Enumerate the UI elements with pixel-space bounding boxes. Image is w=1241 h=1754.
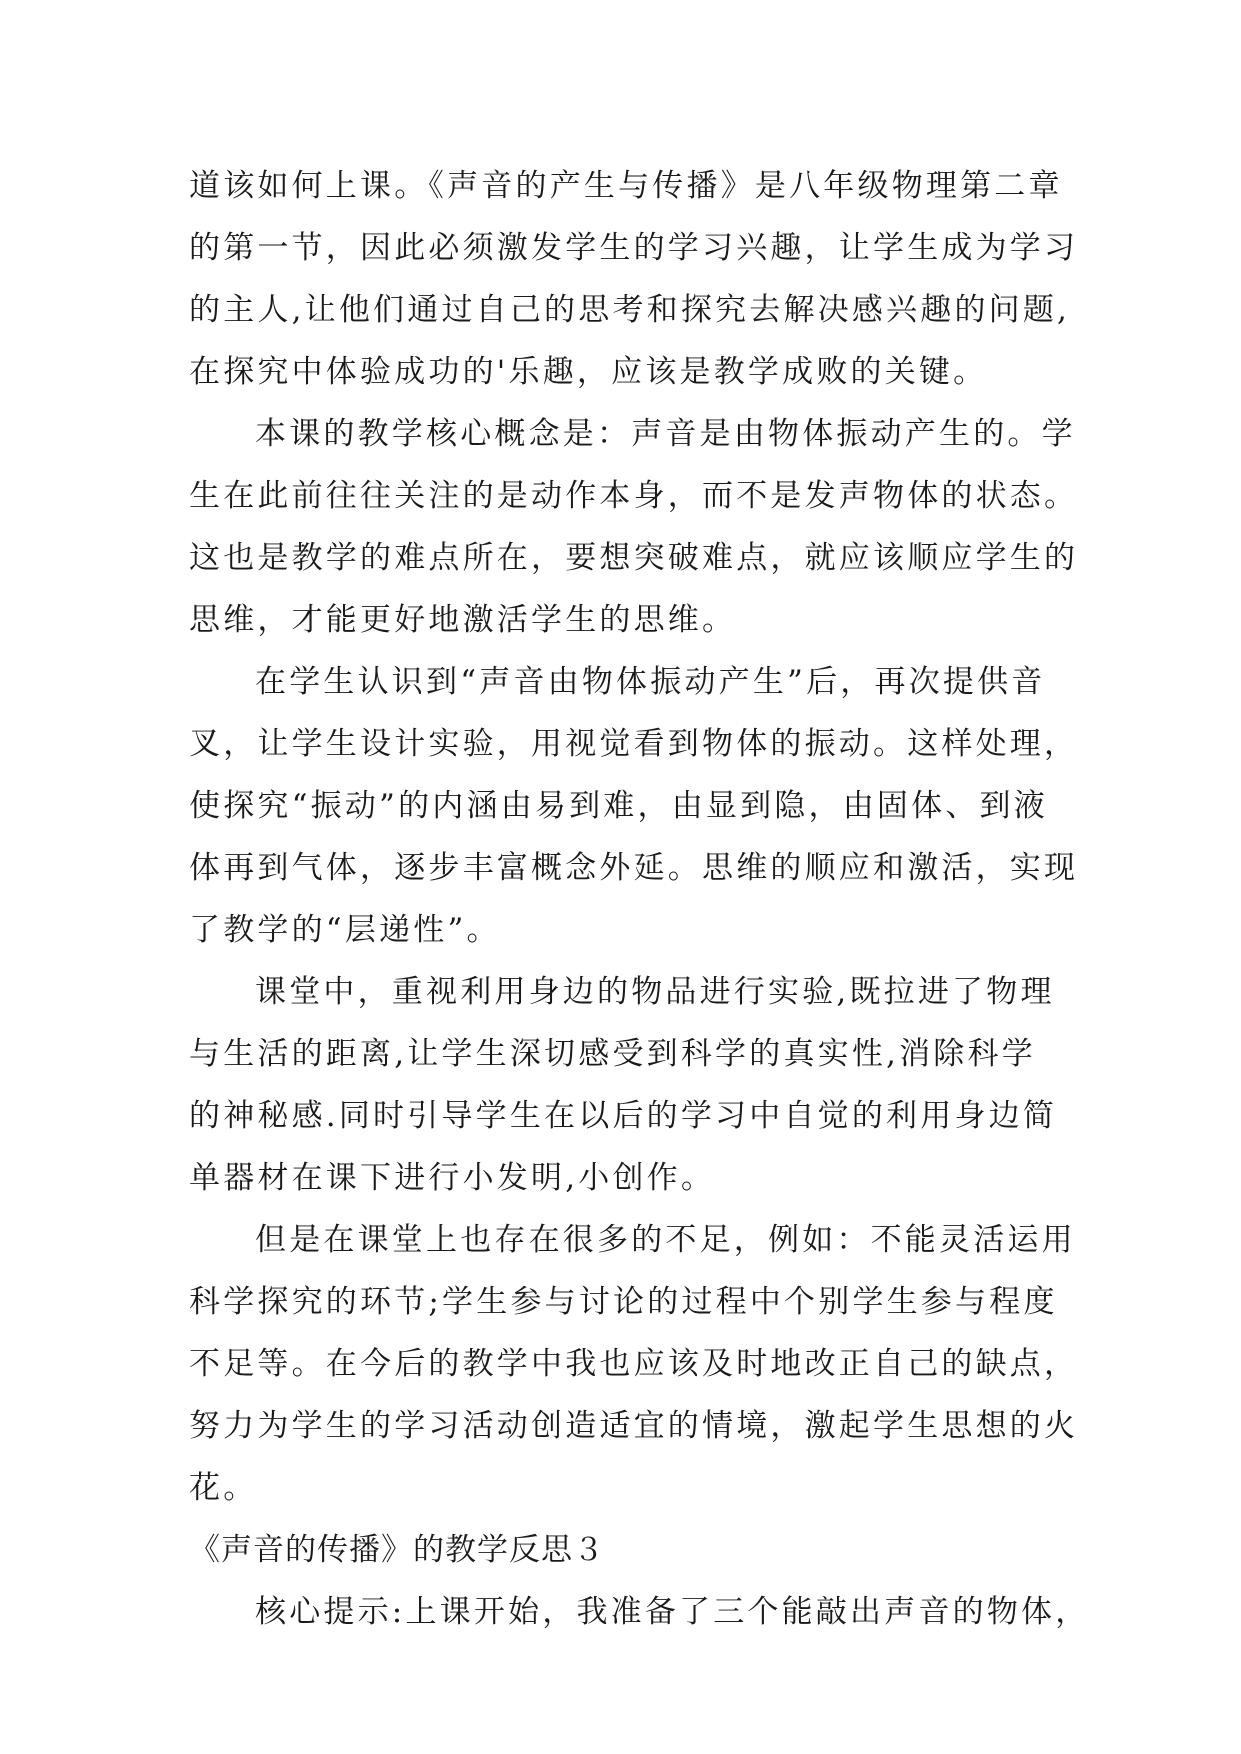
text-line: 努力为学生的学习活动创造适宜的情境，激起学生思想的火 — [189, 1408, 1079, 1444]
text-line: 道该如何上课。《声音的产生与传播》是八年级物理第二章 — [189, 168, 1063, 204]
text-line: 思维，才能更好地激活学生的思维。 — [189, 602, 737, 638]
paragraph-first-line: 在学生认识到“声音由物体振动产生”后，再次提供音 — [255, 664, 1046, 700]
text-line: 的主人,让他们通过自己的思考和探究去解决感兴趣的问题, — [189, 292, 1071, 328]
text-line: 与生活的距离,让学生深切感受到科学的真实性,消除科学 — [189, 1036, 1036, 1072]
text-line: 不足等。在今后的教学中我也应该及时地改正自己的缺点， — [189, 1346, 1079, 1382]
paragraph-first-line: 但是在课堂上也存在很多的不足，例如：不能灵活运用 — [255, 1222, 1076, 1258]
text-line: 这也是教学的难点所在，要想突破难点，就应该顺应学生的 — [189, 540, 1079, 576]
section-heading: 《声音的传播》的教学反思３ — [189, 1532, 605, 1568]
text-line: 科学探究的环节;学生参与讨论的过程中个别学生参与程度 — [189, 1284, 1058, 1320]
text-line: 单器材在课下进行小发明,小创作。 — [189, 1160, 716, 1196]
text-line: 的神秘感.同时引导学生在以后的学习中自觉的利用身边简 — [189, 1098, 1058, 1134]
text-line: 了教学的“层递性”。 — [189, 912, 501, 948]
paragraph-first-line: 核心提示:上课开始，我准备了三个能敲出声音的物体， — [255, 1594, 1090, 1630]
text-line: 叉，让学生设计实验，用视觉看到物体的振动。这样处理， — [189, 726, 1079, 762]
text-line: 的第一节，因此必须激发学生的学习兴趣，让学生成为学习 — [189, 230, 1079, 266]
paragraph-first-line: 课堂中，重视利用身边的物品进行实验,既拉进了物理 — [255, 974, 1055, 1010]
text-line: 在探究中体验成功的'乐趣，应该是教学成败的关键。 — [189, 354, 988, 390]
text-line: 体再到气体，逐步丰富概念外延。思维的顺应和激活，实现 — [189, 850, 1079, 886]
text-line: 使探究“振动”的内涵由易到难，由显到隐，由固体、到液 — [189, 788, 1048, 824]
paragraph-first-line: 本课的教学核心概念是：声音是由物体振动产生的。学 — [255, 416, 1076, 452]
text-line: 花。 — [189, 1470, 258, 1506]
text-line: 生在此前往往关注的是动作本身，而不是发声物体的状态。 — [189, 478, 1079, 514]
